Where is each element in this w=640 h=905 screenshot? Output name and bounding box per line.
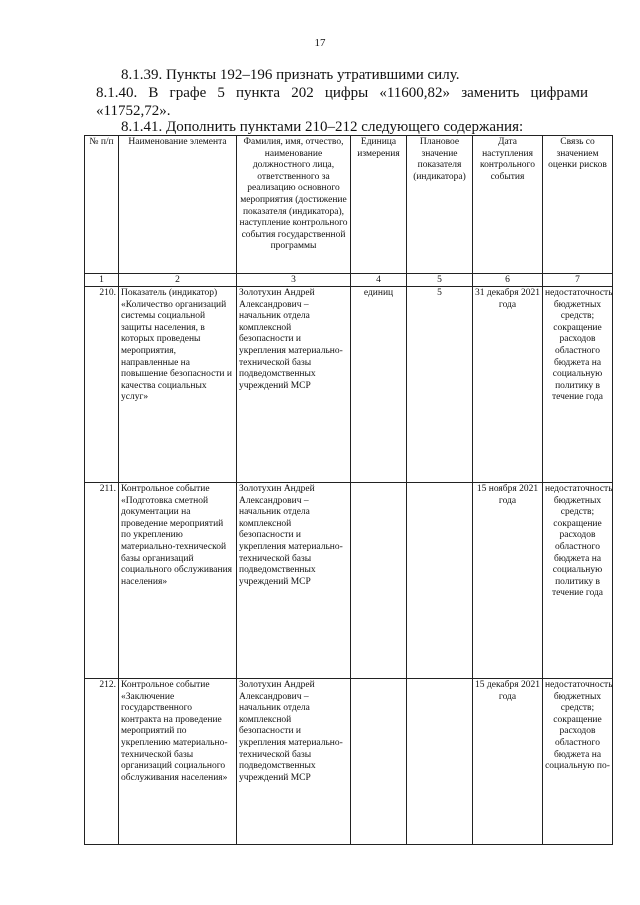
column-number: 7: [543, 274, 613, 287]
paragraph-8-1-40: 8.1.40. В графе 5 пункта 202 цифры «11600,82» заменить цифрами: [96, 85, 588, 101]
risk-link-cell: недостаточность бюджетных средств; сокращение расходов областного бюджета на социальную политику в течение года: [543, 287, 613, 483]
header-plan-value: Плановое значение показателя (индикатора): [407, 136, 473, 274]
unit-cell: [351, 679, 407, 845]
unit-cell: [351, 483, 407, 679]
column-number-row: [85, 274, 613, 287]
paragraph-8-1-41: 8.1.41. Дополнить пунктами 210–212 следующего содержания:: [121, 119, 524, 135]
column-number: 5: [407, 274, 473, 287]
header-number: № п/п: [85, 136, 119, 274]
event-date-cell: 15 ноября 2021 года: [473, 483, 543, 679]
header-event-date: Дата наступления контрольного события: [473, 136, 543, 274]
element-name: Контрольное событие «Подготовка сметной документации на проведение мероприятий по укреплению материально-технической базы организаций социального обслуживания населения»: [119, 483, 237, 679]
event-date-cell: 15 декабря 2021 года: [473, 679, 543, 845]
column-number: 6: [473, 274, 543, 287]
responsible-person: Золотухин Андрей Александрович – начальник отдела комплексной безопасности и укрепления материально-технической базы подведомственных учреждений МСР: [237, 679, 351, 845]
plan-value-cell: [407, 483, 473, 679]
plan-value-cell: [407, 679, 473, 845]
column-number: 3: [237, 274, 351, 287]
event-date-cell: 31 декабря 2021 года: [473, 287, 543, 483]
plan-value-cell: 5: [407, 287, 473, 483]
column-number: 4: [351, 274, 407, 287]
page-number: 17: [314, 37, 326, 49]
table-row: [85, 679, 613, 845]
unit-cell: единиц: [351, 287, 407, 483]
measures-table: [84, 135, 613, 845]
paragraph-8-1-39: 8.1.39. Пункты 192–196 признать утратившими силу.: [121, 67, 460, 83]
column-number: 1: [85, 274, 119, 287]
row-number: 210.: [85, 287, 119, 483]
element-name: Показатель (индикатор) «Количество организаций системы социальной защиты населения, в которых проведены мероприятия, направленные на повышение безопасности и качества социальных услуг»: [119, 287, 237, 483]
row-number: 212.: [85, 679, 119, 845]
header-element-name: Наименование элемента: [119, 136, 237, 274]
paragraph-8-1-40-continued: «11752,72».: [96, 103, 171, 119]
risk-link-cell: недостаточность бюджетных средств; сокращение расходов областного бюджета на социальную политику в течение года: [543, 483, 613, 679]
table-row: [85, 483, 613, 679]
column-number: 2: [119, 274, 237, 287]
table-row: [85, 287, 613, 483]
header-responsible: Фамилия, имя, отчество, наименование должностного лица, ответственного за реализацию основного мероприятия (достижение показателя (индикатора), наступление контрольного события государственной программы: [237, 136, 351, 274]
header-risk-link: Связь со значением оценки рисков: [543, 136, 613, 274]
header-unit: Единица измерения: [351, 136, 407, 274]
responsible-person: Золотухин Андрей Александрович – начальник отдела комплексной безопасности и укрепления материально-технической базы подведомственных учреждений МСР: [237, 483, 351, 679]
element-name: Контрольное событие «Заключение государственного контракта на проведение мероприятий по укреплению материально-технической базы организаций социального обслуживания населения»: [119, 679, 237, 845]
responsible-person: Золотухин Андрей Александрович – начальник отдела комплексной безопасности и укрепления материально-технической базы подведомственных учреждений МСР: [237, 287, 351, 483]
row-number: 211.: [85, 483, 119, 679]
table-header-row: [85, 136, 613, 274]
risk-link-cell: недостаточность бюджетных средств; сокращение расходов областного бюджета на социальную по-: [543, 679, 613, 845]
